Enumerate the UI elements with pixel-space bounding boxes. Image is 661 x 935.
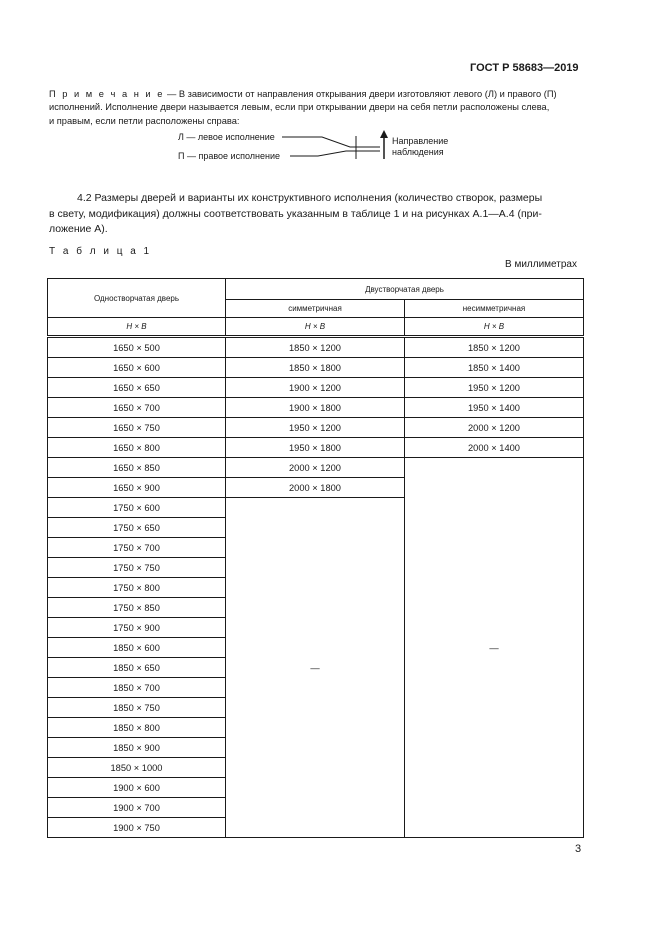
single-cell: 1750 × 750 (48, 558, 226, 578)
note-line-3: и правым, если петли расположены справа: (49, 115, 240, 126)
single-cell: 1750 × 650 (48, 518, 226, 538)
single-cell: 1750 × 700 (48, 538, 226, 558)
single-cell: 1900 × 700 (48, 798, 226, 818)
paragraph-line-1: 4.2 Размеры дверей и варианты их конструктивного исполнения (количество створок, размеры (77, 192, 543, 204)
door-sizes-table (47, 278, 584, 838)
symmetric-cell: 2000 × 1200 (226, 458, 405, 478)
single-cell: 1650 × 850 (48, 458, 226, 478)
note-line-2: исполнений. Исполнение двери называется левым, если при открывании двери на себя петли расположены слева, (49, 102, 550, 113)
single-cell: 1850 × 900 (48, 738, 226, 758)
page-number: 3 (575, 843, 582, 855)
single-cell: 1850 × 800 (48, 718, 226, 738)
paragraph-line-3: ложение А). (49, 223, 108, 235)
left-route-line (282, 137, 380, 147)
asymmetric-cell: 1850 × 1200 (405, 337, 584, 358)
document-code: ГОСТ Р 58683—2019 (470, 62, 579, 74)
header-hw-asymmetric: H × B (405, 318, 584, 337)
note-line-1-text: — В зависимости от направления открывания двери изготовляют левого (Л) и правого (П) (164, 89, 557, 99)
symmetric-cell: 1900 × 1200 (226, 378, 405, 398)
table-row (48, 337, 584, 358)
single-cell: 1650 × 650 (48, 378, 226, 398)
asymmetric-empty-cell: — (405, 458, 584, 838)
direction-label-2: наблюдения (392, 147, 444, 157)
symmetric-empty-cell: — (226, 498, 405, 838)
asymmetric-cell: 1850 × 1400 (405, 358, 584, 378)
header-symmetric: симметричная (226, 300, 405, 318)
header-asymmetric: несимметричная (405, 300, 584, 318)
asymmetric-cell: 1950 × 1400 (405, 398, 584, 418)
single-cell: 1900 × 750 (48, 818, 226, 838)
table-row (48, 378, 584, 398)
header-hw-symmetric: H × B (226, 318, 405, 337)
header-hw-single: H × B (48, 318, 226, 337)
single-cell: 1650 × 800 (48, 438, 226, 458)
table-row (48, 438, 584, 458)
direction-label-1: Направление (392, 136, 449, 146)
asymmetric-cell: 2000 × 1400 (405, 438, 584, 458)
diagram-right-label: П — правое исполнение (178, 151, 280, 161)
paragraph-4-2 (49, 191, 583, 238)
symmetric-cell: 1850 × 1200 (226, 337, 405, 358)
single-cell: 1850 × 750 (48, 698, 226, 718)
symmetric-cell: 1900 × 1800 (226, 398, 405, 418)
single-cell: 1850 × 650 (48, 658, 226, 678)
symmetric-cell: 1950 × 1800 (226, 438, 405, 458)
note-label: П р и м е ч а н и е (49, 89, 165, 99)
table-row (48, 418, 584, 438)
table-label: Т а б л и ц а 1 (49, 246, 152, 257)
note-block (49, 88, 587, 128)
arrow-up-icon (380, 130, 388, 138)
single-cell: 1650 × 750 (48, 418, 226, 438)
single-cell: 1850 × 600 (48, 638, 226, 658)
single-cell: 1650 × 500 (48, 337, 226, 358)
single-cell: 1650 × 600 (48, 358, 226, 378)
single-cell: 1650 × 900 (48, 478, 226, 498)
single-cell: 1850 × 700 (48, 678, 226, 698)
paragraph-line-2: в свету, модификация) должны соответствовать указанным в таблице 1 и на рисунках А.1—А.4 (при- (49, 207, 542, 220)
diagram-svg (170, 127, 460, 169)
single-cell: 1900 × 600 (48, 778, 226, 798)
header-double-door: Двустворчатая дверь (226, 279, 584, 300)
asymmetric-cell: 2000 × 1200 (405, 418, 584, 438)
symmetric-cell: 1950 × 1200 (226, 418, 405, 438)
single-cell: 1650 × 700 (48, 398, 226, 418)
table-row (48, 458, 584, 478)
door-direction-diagram (170, 127, 460, 174)
table-row (48, 398, 584, 418)
single-cell: 1750 × 850 (48, 598, 226, 618)
note-line-1 (49, 88, 587, 101)
asymmetric-cell: 1950 × 1200 (405, 378, 584, 398)
symmetric-cell: 1850 × 1800 (226, 358, 405, 378)
table-units: В миллиметрах (505, 259, 577, 270)
single-cell: 1750 × 800 (48, 578, 226, 598)
table-row (48, 358, 584, 378)
diagram-left-label: Л — левое исполнение (178, 132, 275, 142)
symmetric-cell: 2000 × 1800 (226, 478, 405, 498)
right-route-line (290, 151, 380, 156)
single-cell: 1750 × 600 (48, 498, 226, 518)
single-cell: 1850 × 1000 (48, 758, 226, 778)
header-single-door: Одностворчатая дверь (48, 279, 226, 318)
single-cell: 1750 × 900 (48, 618, 226, 638)
